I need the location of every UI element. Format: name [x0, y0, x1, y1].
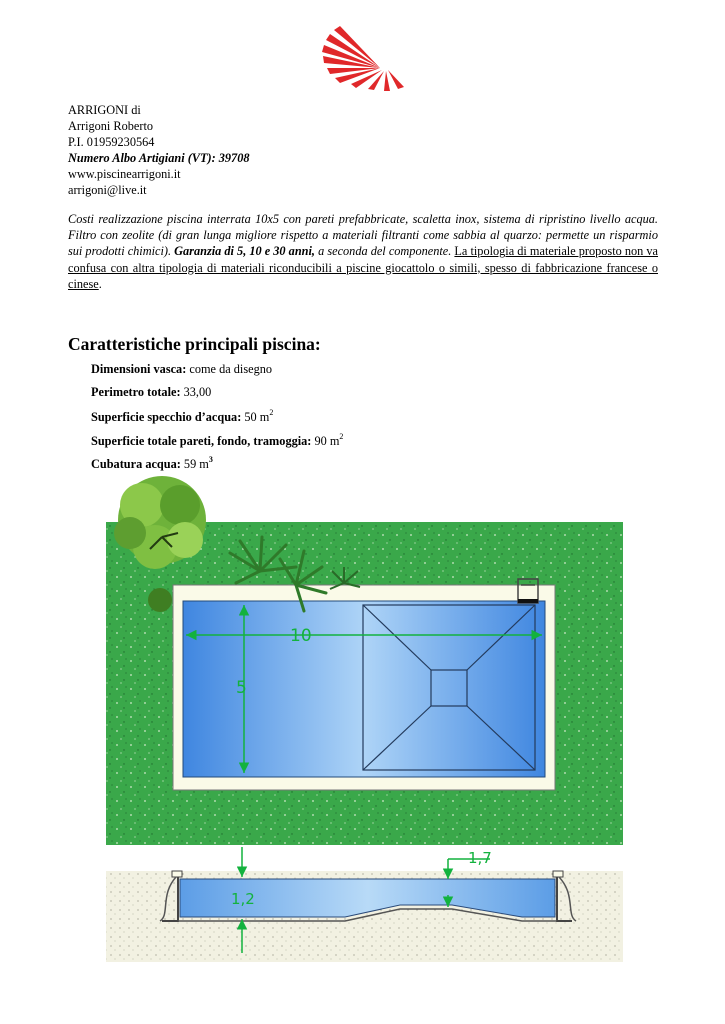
pool-top-view [106, 476, 623, 845]
website-link[interactable]: www.piscinearrigoni.it [68, 167, 181, 182]
spec-perimeter: Perimetro totale: 33,00 [91, 385, 212, 400]
description-paragraph [68, 211, 658, 292]
material-note-end: . [98, 276, 102, 291]
company-logo-icon [318, 22, 406, 92]
guarantee-tail: a seconda del componente. [315, 244, 452, 259]
description-intro: Costi realizzazione piscina interrata 10x5 con pareti prefabbricate, scaletta inox, sistema di ripristino livello acqua. Filtro con zeolite (di gran lunga migliore rispetto a materiali filtranti come sabbia al quarzo: permette un risparmio sui prodotti chimici). [68, 212, 658, 259]
vat-number: P.I. 01959230564 [68, 135, 155, 150]
spec-water-volume: Cubatura acqua: 59 $m^3$ [91, 454, 213, 471]
company-header [68, 102, 250, 199]
pool-drawing [100, 475, 625, 962]
spec-total-surface: Superficie totale pareti, fondo, tramoggia: 90 $m^2$ [91, 431, 344, 448]
shallow-depth-label: 1,2 [231, 890, 255, 908]
width-label: 5 [236, 678, 247, 698]
deep-depth-label: 1,7 [468, 849, 492, 867]
length-label: 10 [290, 626, 312, 646]
pool-section-view [106, 847, 623, 962]
albo-number: Numero Albo Artigiani (VT): 39708 [68, 151, 250, 166]
spec-water-surface: Superficie specchio d’acqua: 50 $m^2$ [91, 408, 274, 425]
material-note: La tipologia di materiale proposto non va confusa con altra tipologia di materiali riconducibili a piscine giocattolo o simili, spesso di fabbricazione francese o cinese [68, 244, 659, 291]
email-link[interactable]: arrigoni@live.it [68, 183, 147, 198]
company-name: ARRIGONI di [68, 103, 141, 117]
owner-name: Arrigoni Roberto [68, 119, 154, 134]
section-title: Caratteristiche principali piscina: [68, 334, 321, 354]
spec-dimensions: Dimensioni vasca: come da disegno [91, 362, 273, 376]
guarantee-text: Garanzia di 5, 10 e 30 anni, [174, 244, 315, 259]
specs-list [91, 362, 343, 478]
